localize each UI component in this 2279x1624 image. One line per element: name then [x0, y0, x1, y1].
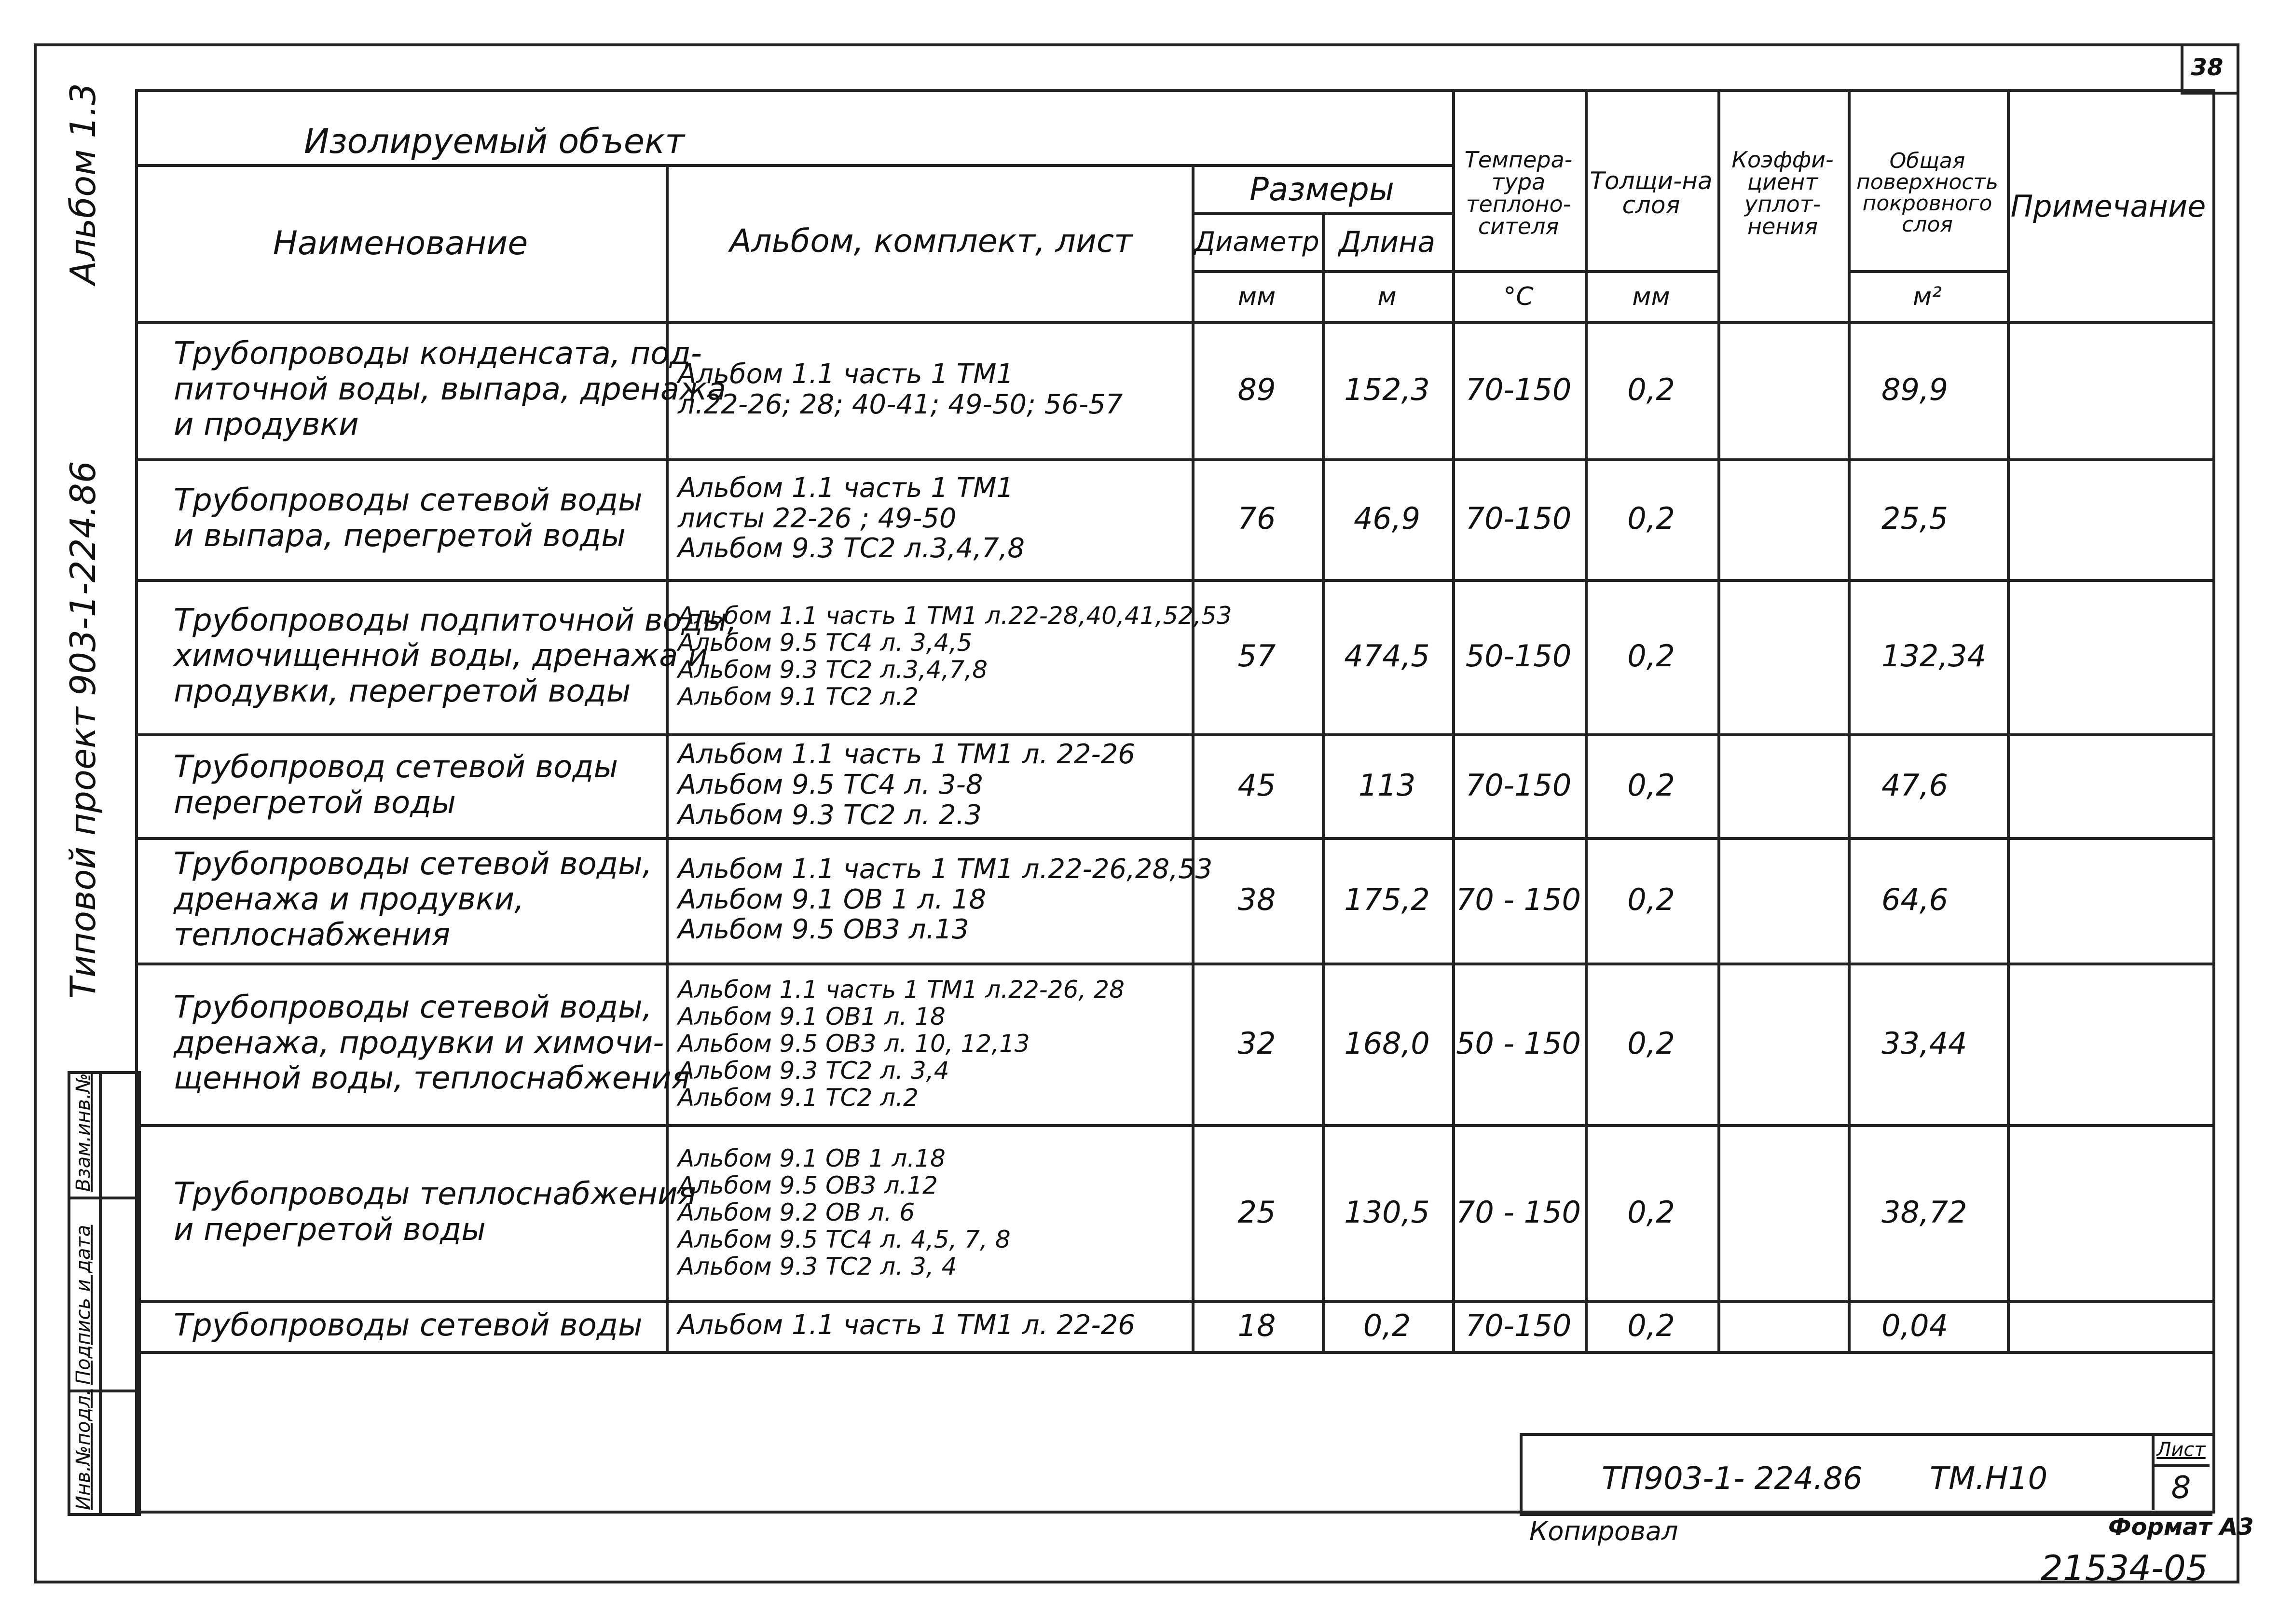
row-album-line: л.22-26; 28; 40-41; 49-50; 56-57 — [678, 388, 1123, 420]
title-sheet-number: 8 — [2171, 1470, 2191, 1506]
row-album — [678, 837, 1213, 963]
title-code: ТП903-1- 224.86 — [1602, 1461, 1863, 1497]
row-thickness: 0,2 — [1627, 638, 1675, 674]
hdr-unit-mm: мм — [1237, 282, 1276, 311]
row-name-line: Трубопроводы сетевой воды — [174, 1307, 643, 1343]
row-coefficient — [1717, 1124, 1848, 1300]
row-album-line: Альбом 1.1 часть 1 ТМ1 л. 22-26 — [678, 1309, 1135, 1341]
side-album-label: Альбом 1.3 — [63, 83, 103, 285]
row-name — [174, 321, 726, 458]
row-surface: 38,72 — [1881, 1194, 1967, 1230]
row-album — [678, 579, 1232, 733]
row-length: 152,3 — [1344, 372, 1430, 407]
row-surface: 0,04 — [1881, 1307, 1949, 1343]
row-length: 46,9 — [1353, 501, 1421, 537]
row-surface: 33,44 — [1881, 1025, 1967, 1061]
row-album — [678, 1124, 1189, 1300]
row-thickness: 0,2 — [1627, 501, 1675, 537]
row-length: 130,5 — [1344, 1194, 1430, 1230]
title-mark: ТМ.Н10 — [1930, 1461, 2048, 1497]
row-name-line: и выпара, перегретой воды — [174, 518, 626, 554]
hdr-object: Изолируемый объект — [304, 122, 685, 161]
stamp-hline-1 — [68, 1197, 135, 1199]
hdr-name: Наименование — [273, 224, 528, 263]
row-name-line: питочной воды, выпара, дренажа — [174, 371, 726, 407]
row-diameter: 57 — [1237, 638, 1276, 674]
row-name-line: и перегретой воды — [174, 1211, 486, 1248]
stamp-sign: Подпись и дата — [72, 1225, 95, 1385]
row-name — [174, 963, 690, 1124]
row-album — [678, 963, 1189, 1124]
row-length: 168,0 — [1344, 1025, 1430, 1061]
row-album — [678, 321, 1189, 458]
row-album-line: листы 22-26 ; 49-50 — [678, 502, 957, 534]
footer-format: Формат А3 — [2108, 1514, 2254, 1541]
hdr-unit-mm2: мм — [1632, 282, 1670, 311]
row-diameter: 18 — [1237, 1307, 1276, 1343]
row-name-line: и продувки — [174, 407, 359, 443]
row-coefficient — [1717, 733, 1848, 837]
row-album-line: Альбом 1.1 часть 1 ТМ1 л.22-26,28,53 — [678, 853, 1213, 885]
row-name-line: дренажа и продувки, — [174, 881, 524, 918]
row-name-line: дренажа, продувки и химочи- — [174, 1025, 664, 1061]
row-album-line: Альбом 9.5 ОВ3 л.12 — [678, 1171, 938, 1199]
row-temperature: 70-150 — [1465, 1307, 1572, 1343]
row-length: 175,2 — [1344, 882, 1430, 918]
row-album-line: Альбом 9.5 ТС4 л. 4,5, 7, 8 — [678, 1225, 1011, 1253]
row-name-line: Трубопроводы сетевой воды, — [174, 990, 652, 1026]
hdr-diameter: Диаметр — [1194, 226, 1319, 258]
hdr-surface: Общая поверхность покровного слоя — [1856, 149, 1999, 237]
row-coefficient — [1717, 1300, 1848, 1351]
hdr-unit-m: м — [1377, 282, 1397, 311]
row-coefficient — [1717, 579, 1848, 733]
row-album-line: Альбом 1.1 часть 1 ТМ1 л.22-26, 28 — [678, 975, 1125, 1004]
row-album-line: Альбом 9.3 ТС2 л.3,4,7,8 — [678, 656, 988, 684]
row-name — [174, 579, 737, 733]
hdr-unit-m2: м² — [1912, 282, 1942, 311]
row-diameter: 25 — [1237, 1194, 1276, 1230]
row-temperature: 70-150 — [1465, 501, 1572, 537]
row-length: 474,5 — [1344, 638, 1430, 674]
hdr-coefficient: Коэффи-циент уплот-нения — [1731, 147, 1834, 239]
row-temperature: 70-150 — [1465, 372, 1572, 407]
row-name-line: Трубопроводы сетевой воды — [174, 482, 643, 519]
row-thickness: 0,2 — [1627, 1025, 1675, 1061]
row-line-8 — [135, 1351, 2212, 1354]
row-diameter: 38 — [1237, 882, 1276, 918]
row-name-line: продувки, перегретой воды — [174, 673, 631, 709]
row-name — [174, 733, 661, 837]
stamp-inv: Инв.№подл. — [72, 1389, 95, 1510]
row-surface: 132,34 — [1881, 638, 1986, 674]
row-thickness: 0,2 — [1627, 372, 1675, 407]
row-album-line: Альбом 9.5 ОВ3 л.13 — [678, 914, 969, 946]
row-album-line: Альбом 9.3 ТС2 л.3,4,7,8 — [678, 533, 1025, 564]
row-album — [678, 1300, 1189, 1351]
row-album-line: Альбом 9.1 ОВ 1 л. 18 — [678, 883, 987, 915]
hdr-album: Альбом, комплект, лист — [729, 222, 1133, 260]
stamp-replace: Взам.инв.№ — [72, 1073, 95, 1192]
row-thickness: 0,2 — [1627, 767, 1675, 803]
row-album-line: Альбом 9.3 ТС2 л. 2.3 — [678, 799, 982, 831]
row-name-line: щенной воды, теплоснабжения — [174, 1060, 690, 1097]
row-album-line: Альбом 9.5 ОВ3 л. 10, 12,13 — [678, 1029, 1030, 1058]
row-name — [174, 1124, 697, 1300]
hdr-temperature: Темпера-тура теплоно-сителя — [1464, 147, 1573, 239]
row-thickness: 0,2 — [1627, 1194, 1675, 1230]
row-name-line: Трубопроводы сетевой воды, — [174, 846, 652, 882]
row-temperature: 50 - 150 — [1455, 1025, 1581, 1061]
title-sheet-label: Лист — [2156, 1439, 2206, 1461]
row-length: 113 — [1358, 767, 1416, 803]
row-album-line: Альбом 9.2 ОВ л. 6 — [678, 1198, 915, 1226]
row-coefficient — [1717, 837, 1848, 963]
row-thickness: 0,2 — [1627, 1307, 1675, 1343]
row-name-line: перегретой воды — [174, 784, 456, 821]
row-surface: 64,6 — [1881, 882, 1949, 918]
side-project-label: Типовой проект 903-1-224.86 — [63, 461, 103, 999]
row-album-line: Альбом 9.3 ТС2 л. 3,4 — [678, 1056, 949, 1085]
row-name-line: Трубопроводы конденсата, под- — [174, 336, 702, 372]
footer-number: 21534-05 — [2041, 1548, 2208, 1588]
row-album-line: Альбом 9.1 ТС2 л.2 — [678, 683, 919, 711]
row-coefficient — [1717, 321, 1848, 458]
hdr-sizes: Размеры — [1249, 170, 1394, 208]
row-coefficient — [1717, 458, 1848, 579]
hdr-thickness: Толщи-на слоя — [1590, 167, 1713, 219]
row-album-line: Альбом 9.5 ТС4 л. 3,4,5 — [678, 629, 973, 657]
row-temperature: 50-150 — [1465, 638, 1572, 674]
stamp-divider — [99, 1071, 102, 1513]
hdr-note: Примечание — [2010, 188, 2206, 224]
row-album-line: Альбом 9.1 ОВ1 л. 18 — [678, 1002, 946, 1031]
row-album — [678, 733, 1189, 837]
row-album — [678, 458, 1189, 579]
row-name-line: химочищенной воды, дренажа и — [174, 638, 708, 674]
row-diameter: 32 — [1237, 1025, 1276, 1061]
row-name-line: Трубопровод сетевой воды — [174, 749, 618, 785]
row-thickness: 0,2 — [1627, 882, 1675, 918]
row-surface: 47,6 — [1881, 767, 1949, 803]
row-album-line: Альбом 9.1 ТС2 л.2 — [678, 1083, 919, 1112]
row-album-line: Альбом 9.5 ТС4 л. 3-8 — [678, 769, 983, 801]
row-album-line: Альбом 9.1 ОВ 1 л.18 — [678, 1144, 946, 1172]
footer-copied: Копировал — [1529, 1516, 1678, 1546]
row-coefficient — [1717, 963, 1848, 1124]
row-temperature: 70 - 150 — [1455, 1194, 1581, 1230]
row-album-line: Альбом 1.1 часть 1 ТМ1 л. 22-26 — [678, 739, 1135, 771]
row-temperature: 70-150 — [1465, 767, 1572, 803]
row-temperature: 70 - 150 — [1455, 882, 1581, 918]
row-album-line: Альбом 1.1 часть 1 ТМ1 — [678, 358, 1014, 390]
row-diameter: 76 — [1237, 501, 1276, 537]
row-album-line: Альбом 1.1 часть 1 ТМ1 — [678, 472, 1014, 504]
row-name — [174, 837, 661, 963]
row-name — [174, 458, 661, 579]
row-name-line: теплоснабжения — [174, 917, 451, 953]
row-length: 0,2 — [1363, 1307, 1411, 1343]
row-name-line: Трубопроводы подпиточной воды, — [174, 602, 737, 638]
row-surface: 89,9 — [1881, 372, 1949, 407]
row-surface: 25,5 — [1881, 501, 1949, 537]
row-name-line: Трубопроводы теплоснабжения — [174, 1176, 697, 1212]
row-album-line: Альбом 9.3 ТС2 л. 3, 4 — [678, 1252, 957, 1280]
row-diameter: 45 — [1237, 767, 1276, 803]
row-diameter: 89 — [1237, 372, 1276, 407]
hdr-length: Длина — [1338, 225, 1436, 259]
sheet-number-top: 38 — [2191, 54, 2224, 81]
row-name — [174, 1300, 661, 1351]
hdr-unit-c: °С — [1503, 282, 1534, 311]
row-album-line: Альбом 1.1 часть 1 ТМ1 л.22-28,40,41,52,53 — [678, 602, 1232, 630]
